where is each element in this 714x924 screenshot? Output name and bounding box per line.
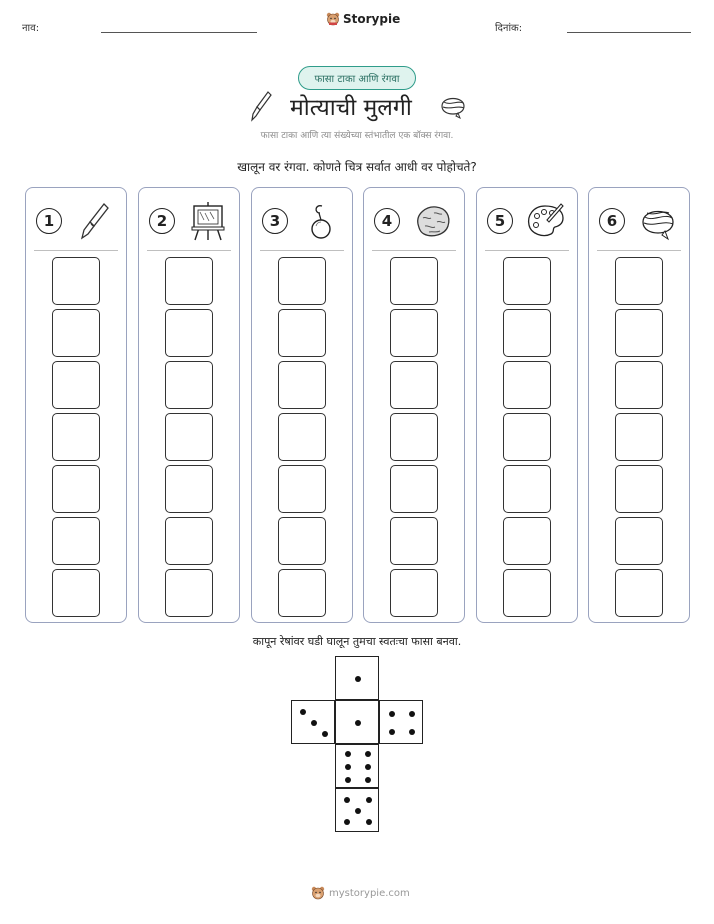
date-line xyxy=(567,32,691,33)
color-box[interactable] xyxy=(615,361,663,409)
column-header xyxy=(252,200,352,246)
column-number: 6 xyxy=(599,208,625,234)
column-number: 2 xyxy=(149,208,175,234)
dice-pip xyxy=(344,797,350,803)
dice-pip xyxy=(366,797,372,803)
color-box[interactable] xyxy=(165,257,213,305)
color-box[interactable] xyxy=(615,309,663,357)
dice-pip xyxy=(300,709,306,715)
color-box[interactable] xyxy=(165,309,213,357)
color-box[interactable] xyxy=(52,361,100,409)
dice-pip xyxy=(345,751,351,757)
name-line xyxy=(101,32,257,33)
color-box[interactable] xyxy=(278,309,326,357)
color-box[interactable] xyxy=(390,309,438,357)
brand-logo xyxy=(326,12,400,26)
color-box[interactable] xyxy=(615,257,663,305)
name-label: नाव: xyxy=(22,23,40,34)
color-box[interactable] xyxy=(52,309,100,357)
color-box[interactable] xyxy=(52,569,100,617)
color-box[interactable] xyxy=(52,517,100,565)
dice-pip xyxy=(366,819,372,825)
color-box[interactable] xyxy=(615,465,663,513)
worksheet-title: मोत्याची मुलगी xyxy=(290,95,412,121)
column-number: 4 xyxy=(374,208,400,234)
color-box[interactable] xyxy=(52,413,100,461)
column-number: 1 xyxy=(36,208,62,234)
dice-pip xyxy=(345,764,351,770)
color-box[interactable] xyxy=(390,465,438,513)
turban-icon xyxy=(438,90,468,120)
column-5 xyxy=(476,187,578,623)
color-box[interactable] xyxy=(165,569,213,617)
brand-name: Storypie xyxy=(343,12,401,26)
dice-pip xyxy=(355,808,361,814)
color-box[interactable] xyxy=(503,257,551,305)
dice-pip xyxy=(344,819,350,825)
color-box[interactable] xyxy=(278,569,326,617)
worksheet-instruction: खालून वर रंगवा. कोणते चित्र सर्वात आधी वर पोहोचते? xyxy=(237,160,477,174)
color-box[interactable] xyxy=(278,257,326,305)
dice-pip xyxy=(389,711,395,717)
column-number: 3 xyxy=(262,208,288,234)
pearl-pendant-icon xyxy=(300,200,342,242)
column-3 xyxy=(251,187,353,623)
color-box[interactable] xyxy=(503,465,551,513)
color-box[interactable] xyxy=(278,517,326,565)
column-header xyxy=(364,200,464,246)
column-header xyxy=(139,200,239,246)
color-box[interactable] xyxy=(390,361,438,409)
column-divider xyxy=(147,250,231,251)
column-divider xyxy=(260,250,344,251)
activity-badge: फासा टाका आणि रंगवा xyxy=(298,66,416,90)
bear-logo-icon xyxy=(311,886,325,900)
column-header xyxy=(589,200,689,246)
dice-pip xyxy=(365,777,371,783)
column-header xyxy=(477,200,577,246)
dice-pip xyxy=(365,751,371,757)
dice-face xyxy=(335,788,379,832)
color-box[interactable] xyxy=(503,413,551,461)
rock-icon xyxy=(412,200,454,242)
footer xyxy=(311,886,410,900)
color-box[interactable] xyxy=(390,413,438,461)
color-box[interactable] xyxy=(503,517,551,565)
dice-pip xyxy=(311,720,317,726)
color-box[interactable] xyxy=(615,517,663,565)
dice-face xyxy=(335,700,379,744)
column-1 xyxy=(25,187,127,623)
color-box[interactable] xyxy=(165,517,213,565)
paintbrush-icon xyxy=(74,200,116,242)
color-box[interactable] xyxy=(52,257,100,305)
worksheet-subtitle: फासा टाका आणि त्या संख्येच्या स्तंभातील एक बॉक्स रंगवा. xyxy=(260,131,454,141)
color-box[interactable] xyxy=(615,413,663,461)
dice-pip xyxy=(355,720,361,726)
dice-pip xyxy=(389,729,395,735)
color-box[interactable] xyxy=(278,465,326,513)
dice-face xyxy=(335,656,379,700)
dice-face xyxy=(379,700,423,744)
dice-face xyxy=(335,744,379,788)
column-4 xyxy=(363,187,465,623)
color-box[interactable] xyxy=(278,361,326,409)
color-box[interactable] xyxy=(390,569,438,617)
column-header xyxy=(26,200,126,246)
easel-icon xyxy=(187,200,229,242)
bear-logo-icon xyxy=(326,12,340,26)
color-box[interactable] xyxy=(165,413,213,461)
dice-instruction: कापून रेषांवर घडी घालून तुमचा स्वतःचा फासा बनवा. xyxy=(252,635,462,648)
color-box[interactable] xyxy=(165,465,213,513)
dice-pip xyxy=(322,731,328,737)
dice-pip xyxy=(355,676,361,682)
color-box[interactable] xyxy=(615,569,663,617)
color-box[interactable] xyxy=(503,309,551,357)
dice-pip xyxy=(345,777,351,783)
color-box[interactable] xyxy=(503,569,551,617)
date-label: दिनांक: xyxy=(495,23,523,34)
color-box[interactable] xyxy=(390,517,438,565)
dice-pip xyxy=(365,764,371,770)
color-box[interactable] xyxy=(390,257,438,305)
footer-site: mystorypie.com xyxy=(329,887,410,899)
color-box[interactable] xyxy=(278,413,326,461)
dice-pip xyxy=(409,711,415,717)
column-divider xyxy=(485,250,569,251)
column-number: 5 xyxy=(487,208,513,234)
color-box[interactable] xyxy=(52,465,100,513)
column-divider xyxy=(597,250,681,251)
color-box[interactable] xyxy=(503,361,551,409)
dice-face xyxy=(291,700,335,744)
column-divider xyxy=(372,250,456,251)
turban-icon xyxy=(637,200,679,242)
color-box[interactable] xyxy=(165,361,213,409)
palette-icon xyxy=(525,200,567,242)
column-divider xyxy=(34,250,118,251)
column-6 xyxy=(588,187,690,623)
paintbrush-icon xyxy=(248,90,274,124)
dice-pip xyxy=(409,729,415,735)
column-2 xyxy=(138,187,240,623)
